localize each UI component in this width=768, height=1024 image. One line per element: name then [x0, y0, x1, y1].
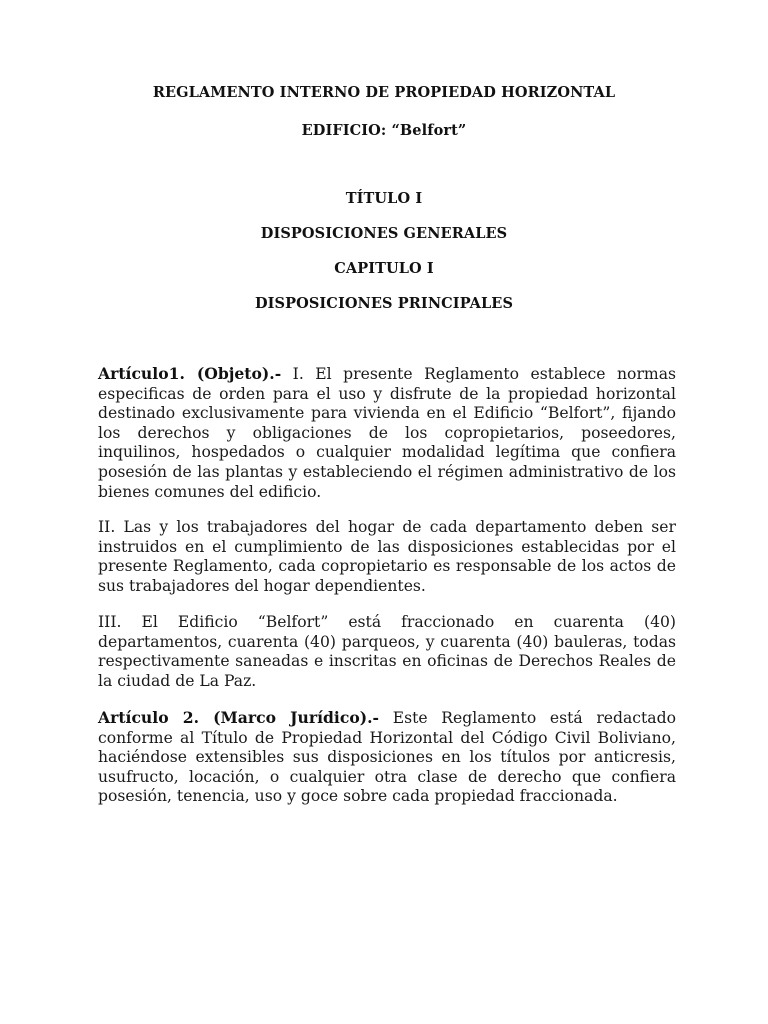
section-iii-text: III. El Edificio “Belfort” está fraccionado en cuarenta (40) departamentos, cuarenta (40) parqueos, y cuarenta (40) bauleras, todas respectivamente saneadas e inscritas en oficinas de Derechos Reales de la ciudad de La Paz. [98, 613, 676, 690]
article-1-text: I. El presente Reglamento establece normas especificas de orden para el uso y disfrute de la propiedad horizontal destinado exclusivamente para vivienda en el Edificio “Belfort”, fijando los derechos y obligaciones de los copropietarios, poseedores, inquilinos, hospedados o cualquier modalidad legítima que confiera posesión de las plantas y estableciendo el régimen administrativo de los bienes comunes del edificio. [98, 365, 676, 501]
article-1-lead: Artículo1. (Objeto).- [98, 364, 282, 383]
document-title: REGLAMENTO INTERNO DE PROPIEDAD HORIZONTAL [152, 84, 616, 101]
section-ii-text: II. Las y los trabajadores del hogar de cada departamento deben ser instruidos en el cumplimiento de las disposiciones establecidas por el presente Reglamento, cada copropietario es responsable de los actos de sus trabajadores del hogar dependientes. [98, 518, 676, 595]
article-1-section-iii [98, 613, 676, 691]
capitulo-name-heading: DISPOSICIONES PRINCIPALES [254, 295, 514, 312]
article-2-text: Este Reglamento está redactado conforme al Título de Propiedad Horizontal del Código Civil Boliviano, haciéndose extensibles sus disposiciones en los títulos por anticresis, usufructo, locación, o cualquier otra clase de derecho que confiera posesión, tenencia, uso y goce sobre cada propiedad fraccionada. [98, 709, 676, 806]
article-1-paragraph [98, 364, 676, 502]
article-1-section-ii [98, 518, 676, 596]
titulo-name-heading: DISPOSICIONES GENERALES [260, 225, 508, 242]
article-2-paragraph [98, 708, 676, 807]
titulo-heading: TÍTULO I [345, 190, 423, 207]
article-2-lead: Artículo 2. (Marco Jurídico).- [98, 708, 380, 727]
capitulo-heading: CAPITULO I [334, 260, 434, 277]
building-name: EDIFICIO: “Belfort” [301, 122, 467, 139]
